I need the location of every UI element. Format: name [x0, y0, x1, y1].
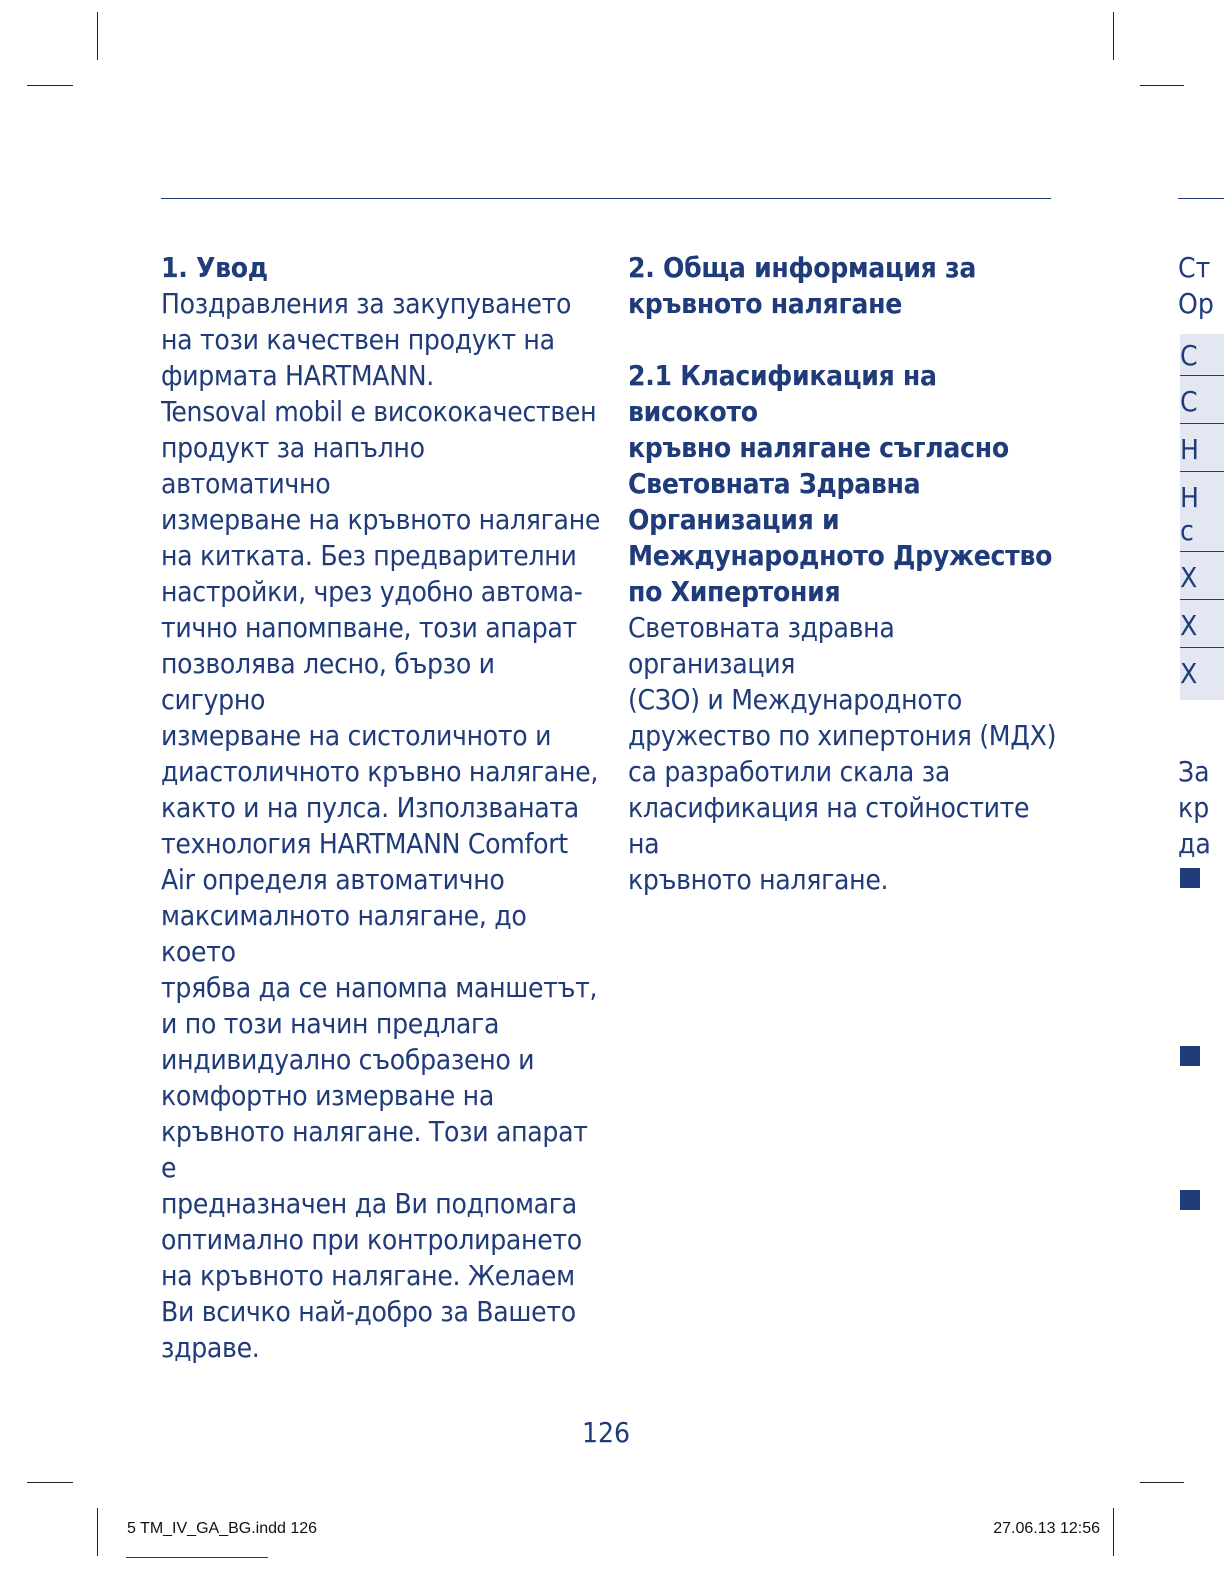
body-line: оптимално при контролирането [161, 1223, 582, 1256]
body-line: кръвното налягане. [628, 863, 889, 896]
next-page-text: За [1178, 755, 1210, 788]
table-cell: Н [1180, 481, 1199, 514]
section-heading-general-info: кръвното налягане [628, 287, 902, 320]
table-divider [1180, 471, 1224, 472]
body-line: Световната здравна организация [628, 611, 895, 680]
subsection-heading-classification: Международното Дружество [628, 539, 1053, 572]
body-line: предназначен да Ви подпомага [161, 1187, 577, 1220]
body-line: измерване на кръвното налягане [161, 503, 601, 536]
body-line: на този качествен продукт на [161, 323, 555, 356]
body-line: диастоличното кръвно налягане, [161, 755, 599, 788]
table-divider [1180, 647, 1224, 648]
body-line: технология HARTMANN Comfort [161, 827, 568, 860]
table-divider [1180, 551, 1224, 552]
body-line: здраве. [161, 1331, 260, 1364]
bullet-square [1180, 1046, 1200, 1066]
body-line: кръвното налягане. Този апарат е [161, 1115, 588, 1184]
section-heading-general-info: 2. Обща информация за [628, 251, 977, 284]
crop-mark [1113, 1508, 1114, 1556]
table-cell: Х [1180, 609, 1198, 642]
next-page-text: да [1178, 827, 1211, 860]
crop-mark [1140, 85, 1184, 86]
next-page-text: кр [1178, 791, 1210, 824]
crop-mark [97, 12, 98, 60]
body-line: фирмата HARTMANN. [161, 359, 434, 392]
table-cell: С [1180, 339, 1198, 372]
table-cell: с [1180, 514, 1194, 547]
column-general-info [628, 250, 1068, 898]
slug-filename: 5 TM_IV_GA_BG.indd 126 [127, 1520, 318, 1537]
bullet-square [1180, 1190, 1200, 1210]
crop-mark [1113, 12, 1114, 60]
body-line: позволява лесно, бързо и сигурно [161, 647, 495, 716]
subsection-heading-classification: Световната Здравна [628, 467, 921, 500]
crop-mark [27, 85, 73, 86]
crop-mark [97, 1508, 98, 1556]
body-line: трябва да се напомпа маншетът, [161, 971, 598, 1004]
bullet-square [1180, 868, 1200, 888]
body-line: класификация на стойностите на [628, 791, 1030, 860]
body-line: настройки, чрез удобно автома- [161, 575, 583, 608]
body-line: Air определя автоматично [161, 863, 505, 896]
body-line: Поздравления за закупуването [161, 287, 572, 320]
body-line: продукт за напълно автоматично [161, 431, 425, 500]
subsection-heading-classification: Организация и [628, 503, 840, 536]
table-cell: Х [1180, 657, 1198, 690]
header-rule [161, 198, 1051, 199]
next-page-edge [1178, 250, 1224, 1250]
subsection-heading-classification: по Хипертония [628, 575, 841, 608]
header-rule-next-page [1178, 198, 1224, 199]
body-line: са разработили скала за [628, 755, 950, 788]
body-line: Tensoval mobil е висококачествен [161, 395, 597, 428]
table-divider [1180, 375, 1224, 376]
section-heading-introduction: 1. Увод [161, 251, 268, 284]
body-line: и по този начин предлага [161, 1007, 500, 1040]
table-cell: Х [1180, 561, 1198, 594]
body-line: индивидуално съобразено и [161, 1043, 535, 1076]
body-line: на кръвното налягане. Желаем [161, 1259, 575, 1292]
crop-mark [27, 1482, 73, 1483]
next-page-text: Ст [1178, 251, 1211, 284]
body-line: тично напомпване, този апарат [161, 611, 577, 644]
subsection-heading-classification: кръвно налягане съгласно [628, 431, 1009, 464]
body-line: на китката. Без предварителни [161, 539, 577, 572]
slug-timestamp: 27.06.13 12:56 [993, 1520, 1100, 1537]
table-divider [1180, 423, 1224, 424]
body-line: измерване на систоличното и [161, 719, 552, 752]
column-introduction [161, 250, 601, 1366]
page-number: 126 [581, 1416, 631, 1449]
subsection-heading-classification: 2.1 Класификация на високото [628, 359, 937, 428]
body-line: дружество по хипертония (МДХ) [628, 719, 1057, 752]
body-line: максималното налягане, до което [161, 899, 527, 968]
crop-mark [1140, 1482, 1184, 1483]
table-divider [1180, 599, 1224, 600]
table-cell: С [1180, 385, 1198, 418]
body-line: комфортно измерване на [161, 1079, 494, 1112]
body-line: Ви всичко най-добро за Вашето [161, 1295, 576, 1328]
slug-underline [126, 1557, 268, 1558]
table-cell: Н [1180, 433, 1199, 466]
body-line: както и на пулса. Използваната [161, 791, 579, 824]
next-page-text: Ор [1178, 287, 1214, 320]
body-line: (СЗО) и Международното [628, 683, 962, 716]
